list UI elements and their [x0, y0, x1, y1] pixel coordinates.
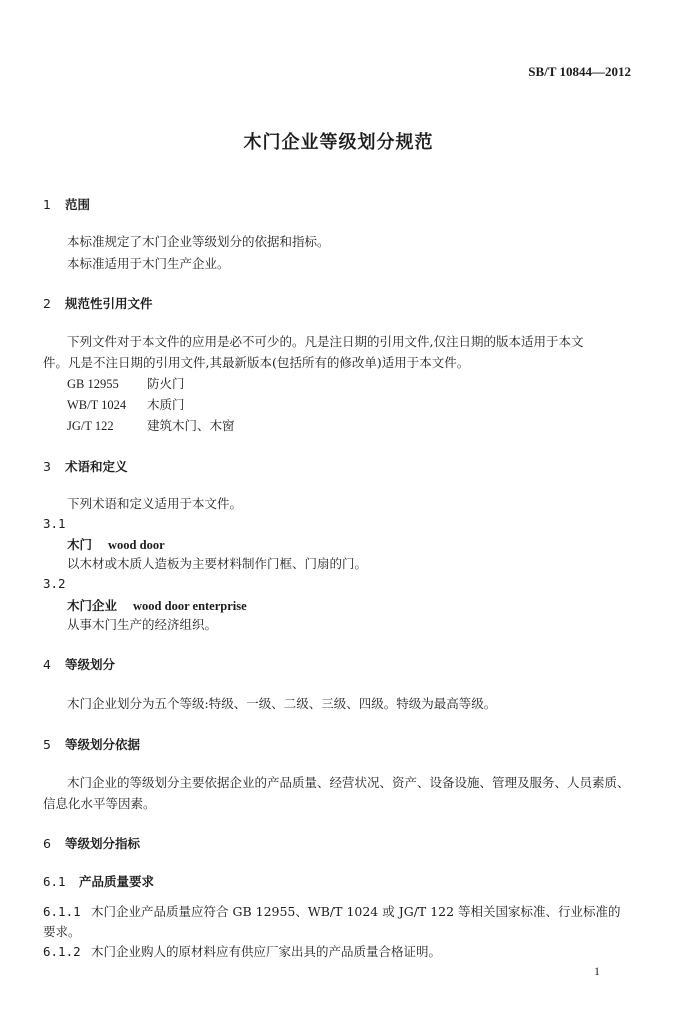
reference-item — [67, 374, 185, 394]
paragraph-line: 件。凡是不注日期的引用文件,其最新版本(包括所有的修改单)适用于本文件。 — [43, 355, 470, 370]
subsection-title: 产品质量要求 — [79, 874, 155, 889]
term-heading — [67, 596, 247, 614]
paragraph-line: 下列文件对于本文件的应用是必不可少的。凡是注日期的引用文件,仅注日期的版本适用于本文 — [67, 334, 584, 349]
clause-number: 6.1.2 — [43, 944, 81, 959]
section-title: 术语和定义 — [65, 459, 128, 474]
section-title: 等级划分依据 — [65, 737, 141, 752]
reference-name: 木质门 — [147, 397, 185, 412]
reference-code: WB/T 1024 — [67, 398, 127, 412]
section-number: 3 — [43, 459, 51, 474]
term-english: wood door enterprise — [133, 599, 247, 613]
section-5-heading — [43, 735, 140, 753]
section-number: 6 — [43, 836, 51, 851]
section-4-heading — [43, 655, 115, 673]
paragraph: 下列术语和定义适用于本文件。 — [67, 496, 243, 511]
section-number: 4 — [43, 657, 51, 672]
reference-item — [67, 395, 185, 415]
section-1-heading — [43, 195, 90, 213]
clause — [43, 902, 621, 922]
standard-code: SB/T 10844—2012 — [528, 64, 631, 79]
subsection-number: 6.1 — [43, 874, 66, 889]
term-definition: 从事木门生产的经济组织。 — [67, 617, 218, 632]
section-title: 等级划分指标 — [65, 836, 141, 851]
term-number: 3.2 — [43, 576, 66, 591]
section-3-heading — [43, 457, 128, 475]
paragraph-line: 信息化水平等因素。 — [43, 796, 156, 811]
paragraph: 木门企业划分为五个等级:特级、一级、二级、三级、四级。特级为最高等级。 — [67, 696, 497, 711]
reference-name: 防火门 — [147, 376, 185, 391]
document-title: 木门企业等级划分规范 — [243, 132, 434, 153]
paragraph: 本标准规定了木门企业等级划分的依据和指标。 — [67, 234, 330, 249]
subsection-heading — [43, 872, 154, 890]
reference-code: JG/T 122 — [67, 419, 114, 433]
term-english: wood door — [108, 538, 165, 552]
section-2-heading — [43, 294, 153, 312]
section-number: 1 — [43, 197, 51, 212]
page-number: 1 — [594, 964, 600, 978]
term-chinese: 木门企业 — [67, 598, 118, 613]
reference-item — [67, 416, 235, 436]
term-heading — [67, 535, 165, 553]
clause-number: 6.1.1 — [43, 904, 81, 919]
clause-continuation: 要求。 — [43, 924, 81, 939]
section-title: 等级划分 — [65, 657, 116, 672]
section-title: 规范性引用文件 — [65, 296, 153, 311]
section-number: 2 — [43, 296, 51, 311]
clause-text: 木门企业购人的原材料应有供应厂家出具的产品质量合格证明。 — [91, 944, 442, 959]
reference-code: GB 12955 — [67, 377, 119, 391]
paragraph-line: 木门企业的等级划分主要依据企业的产品质量、经营状况、资产、设备设施、管理及服务、人员素质、 — [67, 775, 630, 790]
section-number: 5 — [43, 737, 51, 752]
term-definition: 以木材或木质人造板为主要材料制作门框、门扇的门。 — [67, 556, 368, 571]
paragraph: 本标准适用于木门生产企业。 — [67, 256, 230, 271]
clause — [43, 942, 441, 962]
reference-name: 建筑木门、木窗 — [147, 418, 235, 433]
term-number: 3.1 — [43, 516, 66, 531]
clause-text: 木门企业产品质量应符合 GB 12955、WB/T 1024 或 JG/T 122 等相关国家标准、行业标准的 — [91, 904, 621, 919]
section-6-heading — [43, 834, 140, 852]
term-chinese: 木门 — [67, 537, 93, 552]
section-title: 范围 — [65, 197, 91, 212]
